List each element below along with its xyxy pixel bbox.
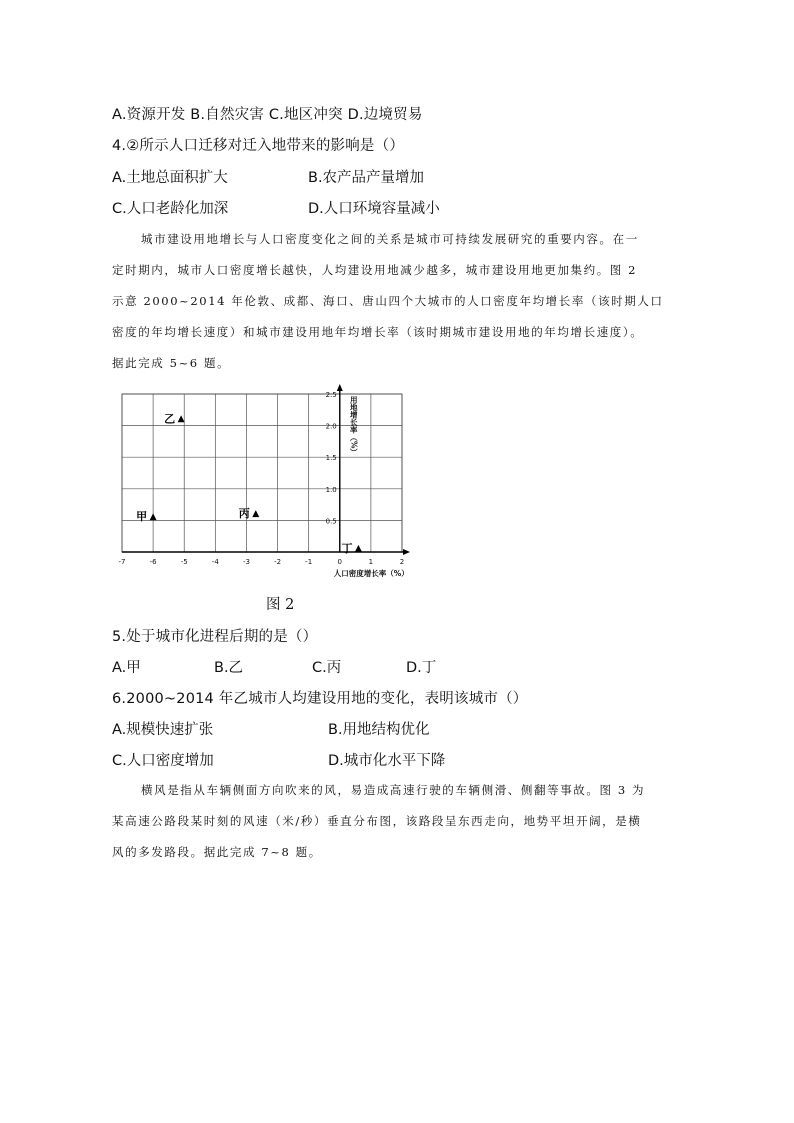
x-axis-label: 人口密度增长率（%） — [333, 569, 409, 578]
q4-option-d: D.人口环境容量减小 — [308, 201, 440, 217]
y-tick-label: 1.0 — [325, 485, 337, 494]
q6-option-d: D.城市化水平下降 — [328, 753, 446, 769]
passage1-line-4: 密度的年均增长速度）和城市建设用地年均增长率（该时期城市建设用地的年均增长速度）。 — [112, 325, 644, 339]
data-point-label: 甲 — [136, 510, 148, 524]
x-tick-label: -6 — [149, 558, 157, 566]
data-point-label: 丁 — [341, 541, 353, 555]
passage2-line-3: 风的多发路段。据此完成 7~8 题。 — [112, 845, 322, 859]
q4-stem: 4.②所示人口迁移对迁入地带来的影响是（） — [112, 138, 405, 154]
x-tick-label: -1 — [305, 558, 313, 566]
q4-option-c: C.人口老龄化加深 — [112, 201, 229, 217]
figure-2-chart — [112, 382, 412, 582]
x-tick-label: 2 — [399, 558, 405, 566]
y-tick-label: 2.5 — [325, 391, 337, 399]
passage1-line-1: 城市建设用地增长与人口密度变化之间的关系是城市可持续发展研究的重要内容。在一 — [141, 232, 639, 246]
x-tick-label: 0 — [337, 558, 343, 566]
figure-caption: 图 2 — [266, 597, 295, 613]
x-tick-label: -4 — [211, 558, 219, 566]
x-tick-label: -7 — [118, 558, 126, 566]
passage1-line-3: 示意 2000~2014 年伦敦、成都、海口、唐山四个大城市的人口密度年均增长率（该时期人口 — [112, 294, 664, 308]
x-tick-label: 1 — [368, 558, 374, 566]
passage1-line-5: 据此完成 5~6 题。 — [112, 356, 231, 370]
x-tick-label: -5 — [180, 558, 188, 566]
q5-stem: 5.处于城市化进程后期的是（） — [112, 629, 318, 645]
y-axis-label: 用地增长率（%） — [349, 396, 359, 457]
q6-option-a: A.规模快速扩张 — [112, 722, 214, 738]
y-tick-label: 2.0 — [325, 422, 337, 431]
passage2-line-1: 横风是指从车辆侧面方向吹来的风，易造成高速行驶的车辆侧滑、侧翻等事故。图 3 为 — [141, 783, 646, 797]
q4-option-a: A.土地总面积扩大 — [112, 170, 228, 186]
data-point-label: 乙 — [164, 412, 176, 426]
q5-option-b: B.乙 — [214, 660, 244, 676]
q5-option-c: C.丙 — [312, 660, 342, 676]
q6-stem: 6.2000~2014 年乙城市人均建设用地的变化，表明该城市（） — [112, 691, 528, 707]
data-point-label: 丙 — [238, 507, 250, 521]
y-tick-label: 1.5 — [325, 454, 337, 463]
q5-option-d: D.丁 — [406, 660, 437, 676]
y-tick-label: 0.5 — [325, 517, 337, 526]
x-tick-label: -3 — [242, 558, 250, 566]
q6-option-c: C.人口密度增加 — [112, 753, 214, 769]
passage2-line-2: 某高速公路段某时刻的风速（米/秒）垂直分布图，该路段呈东西走向，地势平坦开阔，是横 — [112, 814, 642, 828]
q3-options: A.资源开发 B.自然灾害 C.地区冲突 D.边境贸易 — [112, 107, 423, 123]
q5-option-a: A.甲 — [112, 660, 141, 676]
x-tick-label: -2 — [274, 558, 282, 566]
q4-option-b: B.农产品产量增加 — [308, 170, 425, 186]
q6-option-b: B.用地结构优化 — [328, 722, 430, 738]
passage1-line-2: 定时期内，城市人口密度增长越快，人均建设用地减少越多，城市建设用地更加集约。图 2 — [112, 263, 638, 277]
